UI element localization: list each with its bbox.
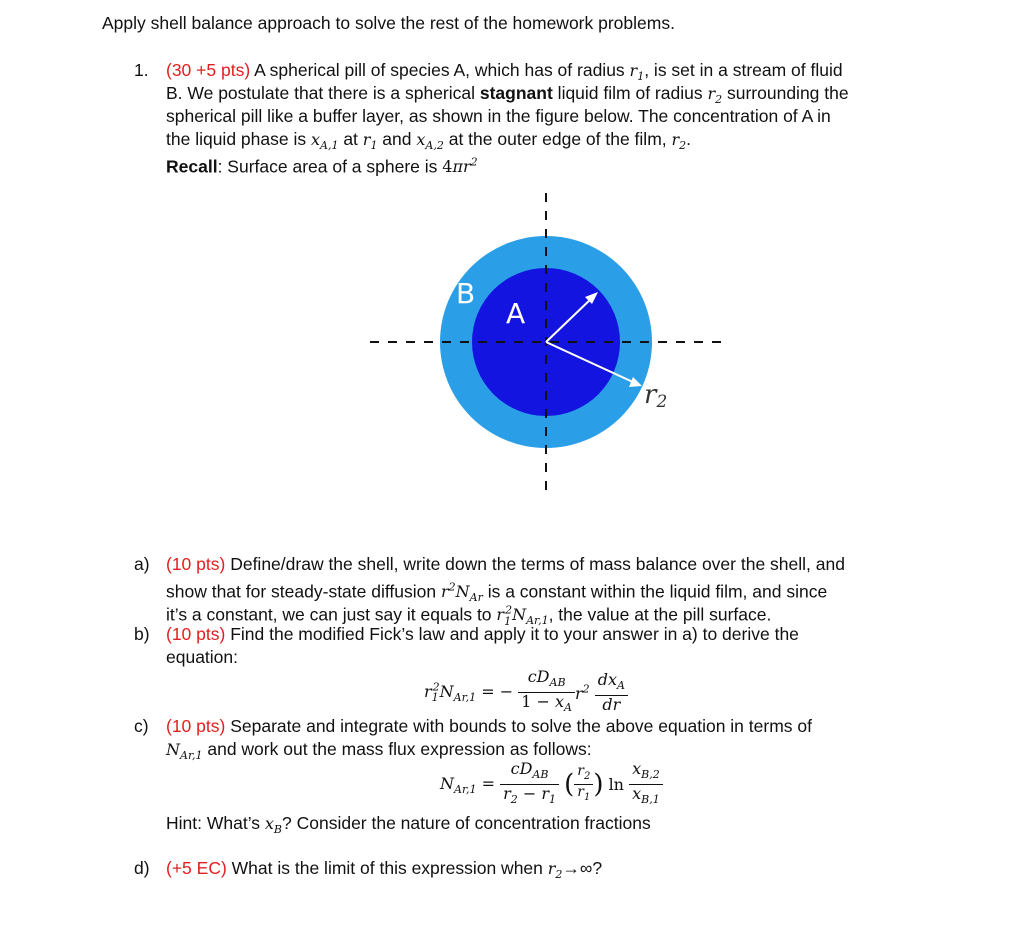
part-b-label: b)	[134, 624, 150, 644]
hint-text: Hint: What’s	[166, 813, 265, 833]
label-r1: r1	[584, 304, 608, 336]
math-r2: $r_2$	[547, 859, 563, 882]
part-c-label: c)	[134, 716, 149, 736]
recall-text: : Surface area of a sphere is	[217, 156, 443, 177]
part-c-points: (10 pts)	[166, 716, 226, 736]
problem1-text: B. We postulate that there is a spherical	[166, 83, 480, 103]
label-r2: r2	[644, 380, 668, 412]
problem1-text: liquid film of radius	[552, 83, 708, 103]
math-xB: $x_B$	[264, 814, 282, 837]
part-d-points: (+5 EC)	[166, 858, 227, 878]
math-r1: $r_1$	[629, 61, 645, 84]
hint-text: ? Consider the nature of concentration fractions	[282, 813, 651, 833]
part-a-text: it’s a constant, we can just say it equals to	[166, 604, 497, 625]
part-b-line2: equation:	[166, 647, 239, 667]
problem1-text: .	[686, 129, 692, 149]
part-a-text: show that for steady-state diffusion	[166, 581, 441, 602]
part-a-text: is a constant within the liquid film, and since	[482, 581, 828, 602]
problem1-line3: spherical pill like a buffer layer, as shown in the figure below. The concentration of A in	[166, 106, 831, 126]
part-c-line1	[166, 715, 812, 738]
problem1-text: surrounding the	[722, 83, 849, 103]
part-a-line1	[166, 553, 845, 576]
part-a-label: a)	[134, 554, 150, 574]
equation-c: $N_{Ar,1}$ = $\frac{cD_{AB}}{r_2 - r_1}$ ( $\frac{r_2}{r_1}$ ) ln $\frac{x_{B,2}}{x_{B,1}}$	[440, 760, 663, 809]
recall-label: Recall	[166, 156, 218, 177]
sphere-figure	[360, 185, 740, 505]
math-surface-area: $4\pi r^2$	[442, 156, 478, 177]
problem1-points: (30 +5 pts)	[166, 60, 251, 80]
problem1-text: the liquid phase is	[166, 129, 311, 149]
part-c-text: and work out the mass flux expression as follows:	[202, 739, 592, 759]
math-NAr1: $N_{Ar,1}$	[166, 740, 203, 763]
part-c-hint	[166, 812, 651, 841]
problem1-text: , is set in a stream of fluid	[644, 60, 843, 80]
part-d-line	[166, 857, 602, 886]
part-b-line1	[166, 623, 799, 646]
math-xA1: $x_{A,1}$	[310, 130, 339, 153]
problem1-text: and	[377, 129, 417, 149]
stagnant-bold: stagnant	[479, 83, 553, 103]
part-a-text: , the value at the pill surface.	[548, 604, 772, 625]
problem1-text: A spherical pill of species A, which has of radius	[254, 60, 630, 80]
math-r2: $r_2$	[707, 84, 723, 107]
math-r1sqNAr1: $r_1^2N_{Ar,1}$	[496, 604, 549, 628]
part-b-points: (10 pts)	[166, 624, 226, 644]
part-b-text: Find the modified Fick’s law and apply it to your answer in a) to derive the	[230, 624, 799, 644]
part-d-text: →∞?	[562, 858, 603, 878]
label-B: B	[456, 277, 476, 310]
label-A: A	[506, 297, 526, 330]
math-r1: $r_1$	[362, 130, 378, 153]
part-c-text: Separate and integrate with bounds to solve the above equation in terms of	[230, 716, 812, 736]
math-r2: $r_2$	[671, 130, 687, 153]
problem-number: 1.	[134, 60, 149, 80]
part-d-text: What is the limit of this expression when	[231, 858, 548, 878]
part-d-label: d)	[134, 858, 150, 878]
part-a-text: Define/draw the shell, write down the terms of mass balance over the shell, and	[230, 554, 845, 574]
intro-text: Apply shell balance approach to solve the rest of the homework problems.	[102, 13, 675, 33]
problem1-text: at	[338, 129, 363, 149]
math-r2NAr: $r^2N_{Ar}$	[440, 581, 483, 605]
problem1-text: at the outer edge of the film,	[443, 129, 672, 149]
math-xA2: $x_{A,2}$	[416, 130, 444, 153]
recall-line	[166, 151, 478, 178]
part-a-points: (10 pts)	[166, 554, 226, 574]
equation-b: $r_1^2N_{Ar,1}$ = − $\frac{cD_{AB}}{1 - x_A}$ $r^2$ $\frac{dx_A}{dr}$	[424, 668, 628, 717]
